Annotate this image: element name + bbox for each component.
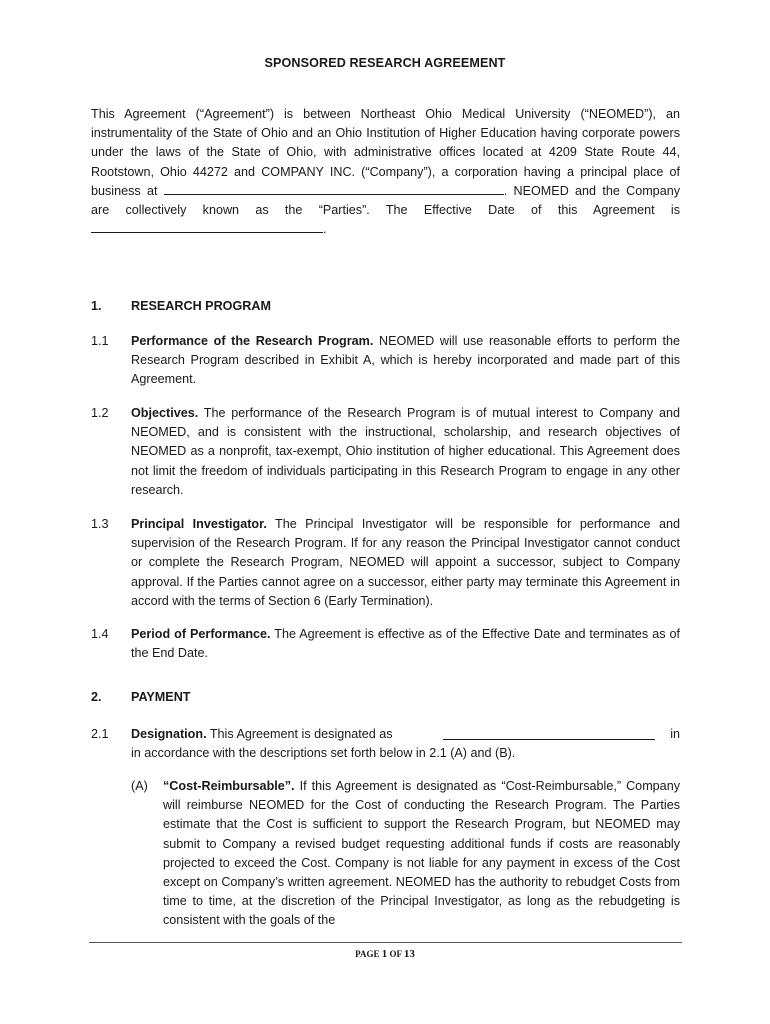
clause-text: The Agreement is effective as of the Effective Date and terminates as of the End Date. (131, 627, 680, 661)
intro-paragraph (91, 105, 680, 239)
page-footer (0, 948, 770, 960)
section-1-heading (91, 299, 680, 313)
clause-title: Principal Investigator. (131, 517, 267, 531)
clause-number: 1.3 (91, 517, 109, 531)
document-title: SPONSORED RESEARCH AGREEMENT (264, 56, 506, 70)
intro-text-2: . (503, 183, 508, 198)
subclause-title: “Cost-Reimbursable”. (163, 779, 295, 793)
clause-text: The Principal Investigator will be responsible for performance and supervision of the Research Program. If for any reason the Principal Investigator cannot conduct or complete the Research Program, NEOMED will appoint a successor, subject to Company approval. If the Parties cannot agree on a successor, either party may terminate this Agreement in accord with the terms of Section 6 (Early Termination). (131, 517, 680, 608)
designation-blank[interactable] (443, 727, 655, 740)
section-number: 2. (91, 690, 102, 704)
clause-title: Performance of the Research Program. (131, 334, 374, 348)
footer-of-word: OF (389, 949, 402, 959)
clause-title: Designation. (131, 727, 207, 741)
subclause-text: If this Agreement is designated as “Cost-Reimbursable,” Company will reimburse NEOMED for the Cost of conducting the Research Program. The Parties estimate that the Cost is sufficient to support the Research Program, but NEOMED may submit to Company a revised budget requesting additional funds if costs are reasonably projected to exceed the Cost. Company is not liable for any payment in excess of the Cost except on Company’s written agreement. NEOMED has the authority to rebudget Costs from time to time, at the discretion of the Principal Investigator, as long as the rebudgeting is consistent with the goals of the (163, 779, 680, 928)
section-title: RESEARCH PROGRAM (131, 299, 271, 313)
footer-current-page: 1 (381, 948, 388, 960)
subclause-label: (A) (131, 779, 148, 793)
section-2-heading (91, 690, 680, 704)
clause-in-word: in (670, 727, 680, 741)
subclause-2-1-a (131, 777, 680, 931)
clause-1-3 (91, 515, 680, 611)
clause-text: NEOMED will use reasonable efforts to perform the Research Program described in Exhibit A, which is hereby incorporated and made part of this Agreement. (131, 334, 680, 387)
clause-number: 1.4 (91, 627, 109, 641)
clause-text-after: in accordance with the descriptions set forth below in 2.1 (A) and (B). (131, 746, 516, 760)
section-title: PAYMENT (131, 690, 191, 704)
clause-text-before: This Agreement is designated as (206, 727, 393, 741)
clause-1-4 (91, 625, 680, 663)
section-number: 1. (91, 299, 102, 313)
clause-number: 2.1 (91, 727, 109, 741)
clause-2-1 (91, 725, 680, 763)
clause-1-2 (91, 404, 680, 500)
intro-text-3: NEOMED and the Company are collectively known as the “Parties”. The Effective Date of this Agreement is (91, 183, 680, 218)
footer-divider (89, 942, 682, 943)
intro-text-4: . (323, 222, 327, 237)
business-address-blank[interactable] (164, 182, 504, 195)
intro-text-1: This Agreement (“Agreement”) is between Northeast Ohio Medical University (“NEOMED”), an instrumentality of the State of Ohio and an Ohio Institution of Higher Education having corporate powers under the laws of the State of Ohio, with administrative offices located at 4209 State Route 44, Rootstown, Ohio 44272 and COMPANY INC. (“Company”), a corporation having a principal place of business at (91, 107, 680, 198)
clause-title: Period of Performance. (131, 627, 271, 641)
clause-title: Objectives. (131, 406, 199, 420)
footer-total-pages: 13 (403, 948, 415, 960)
clause-text: The performance of the Research Program is of mutual interest to Company and NEOMED, and is consistent with the instructional, scholarship, and research objectives of NEOMED as a nonprofit, tax-exempt, Ohio institution of higher educational. This Agreement does not limit the freedom of individuals participating in this Research Program to engage in any other research. (131, 406, 680, 497)
clause-1-1 (91, 332, 680, 390)
footer-page-word: PAGE (355, 949, 380, 959)
clause-number: 1.1 (91, 334, 109, 348)
clause-number: 1.2 (91, 406, 109, 420)
effective-date-blank[interactable] (91, 220, 323, 233)
